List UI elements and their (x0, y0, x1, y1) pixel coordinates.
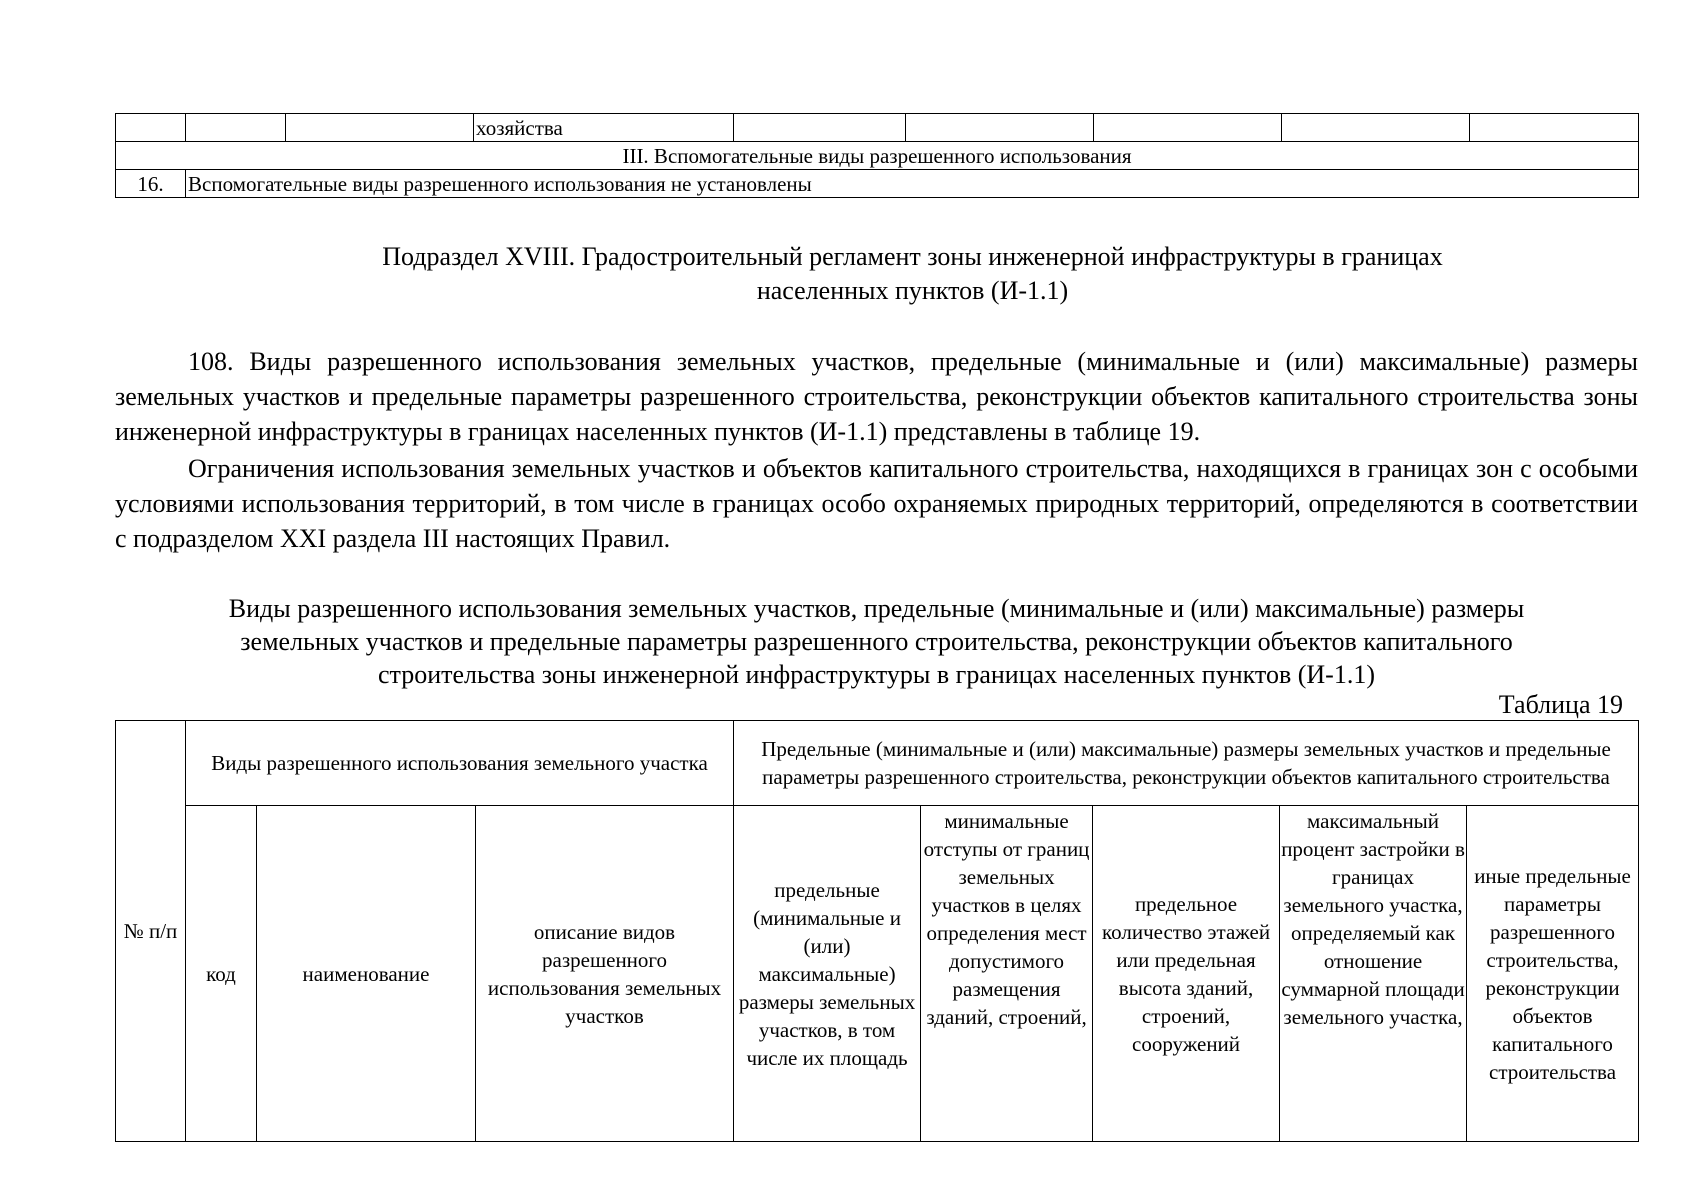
continued-table (115, 113, 1639, 198)
header-cell-floors: предельное количество этажей или предельная высота зданий, строений, сооружений (1093, 806, 1280, 1142)
header-cell-group-parameters: Предельные (минимальные и (или) максимальные) размеры земельных участков и предельные параметры разрешенного строительства, реконструкции объектов капитального строительства (734, 721, 1639, 806)
table-caption-line: строительства зоны инженерной инфраструктуры в границах населенных пунктов (И-1.1) (378, 660, 1375, 689)
row-number-cell: 16. (116, 170, 186, 198)
table-caption (115, 592, 1638, 691)
header-cell-number: № п/п (116, 721, 186, 1142)
table-row (116, 170, 1639, 198)
header-cell-plot-size: предельные (минимальные и (или) максимальные) размеры земельных участков, в том числе их площадь (734, 806, 921, 1142)
table-cell: Вспомогательные виды разрешенного использования не установлены (186, 170, 1639, 198)
header-cell-description: описание видов разрешенного использования земельных участков (476, 806, 734, 1142)
section-heading-cell: III. Вспомогательные виды разрешенного использования (116, 142, 1639, 170)
header-cell-setbacks: минимальные отступы от границ земельных участков в целях определения мест допустимого размещения зданий, строений, (923, 809, 1090, 1029)
subsection-title-line: населенных пунктов (И-1.1) (756, 276, 1069, 305)
paragraph: 108. Виды разрешенного использования земельных участков, предельные (минимальные и (или) максимальные) размеры земельных участков и предельные параметры разрешенного строительства, реконструкции объектов капитального строительства зоны инженерной инфраструктуры в границах населенных пунктов (И-1.1) представлены в таблице 19. (115, 347, 1638, 446)
table-row (116, 142, 1639, 170)
header-cell-code: код (186, 806, 257, 1142)
header-cell-other: иные предельные параметры разрешенного строительства, реконструкции объектов капитального строительства (1467, 806, 1639, 1142)
header-cell-name: наименование (257, 806, 476, 1142)
table-caption-line: земельных участков и предельные параметры разрешенного строительства, реконструкции объектов капитального (240, 627, 1513, 656)
header-cell-group-uses: Виды разрешенного использования земельного участка (186, 721, 734, 806)
table-row (116, 114, 1639, 142)
table-cell: хозяйства (474, 114, 734, 142)
table-caption-line: Виды разрешенного использования земельных участков, предельные (минимальные и (или) максимальные) размеры (228, 594, 1525, 623)
subsection-title-line: Подраздел XVIII. Градостроительный регламент зоны инженерной инфраструктуры в границах (382, 242, 1443, 271)
table-number: Таблица 19 (1498, 690, 1623, 719)
table-header-row (116, 806, 1639, 1142)
header-cell-coverage: максимальный процент застройки в границах земельного участка, определяемый как отношение суммарной площади земельного участка, (1281, 809, 1465, 1029)
regulation-table (115, 720, 1639, 1142)
header-cell-coverage-wrap (1280, 806, 1467, 1142)
paragraph: Ограничения использования земельных участков и объектов капитального строительства, находящихся в границах зон с особыми условиями использования территорий, в том числе в границах особо охраняемых природных территорий, определяются в соответствии с подразделом XXI раздела III настоящих Правил. (115, 454, 1638, 553)
header-cell-setbacks-wrap (921, 806, 1093, 1142)
subsection-title (115, 240, 1697, 308)
table-header-row (116, 721, 1639, 806)
